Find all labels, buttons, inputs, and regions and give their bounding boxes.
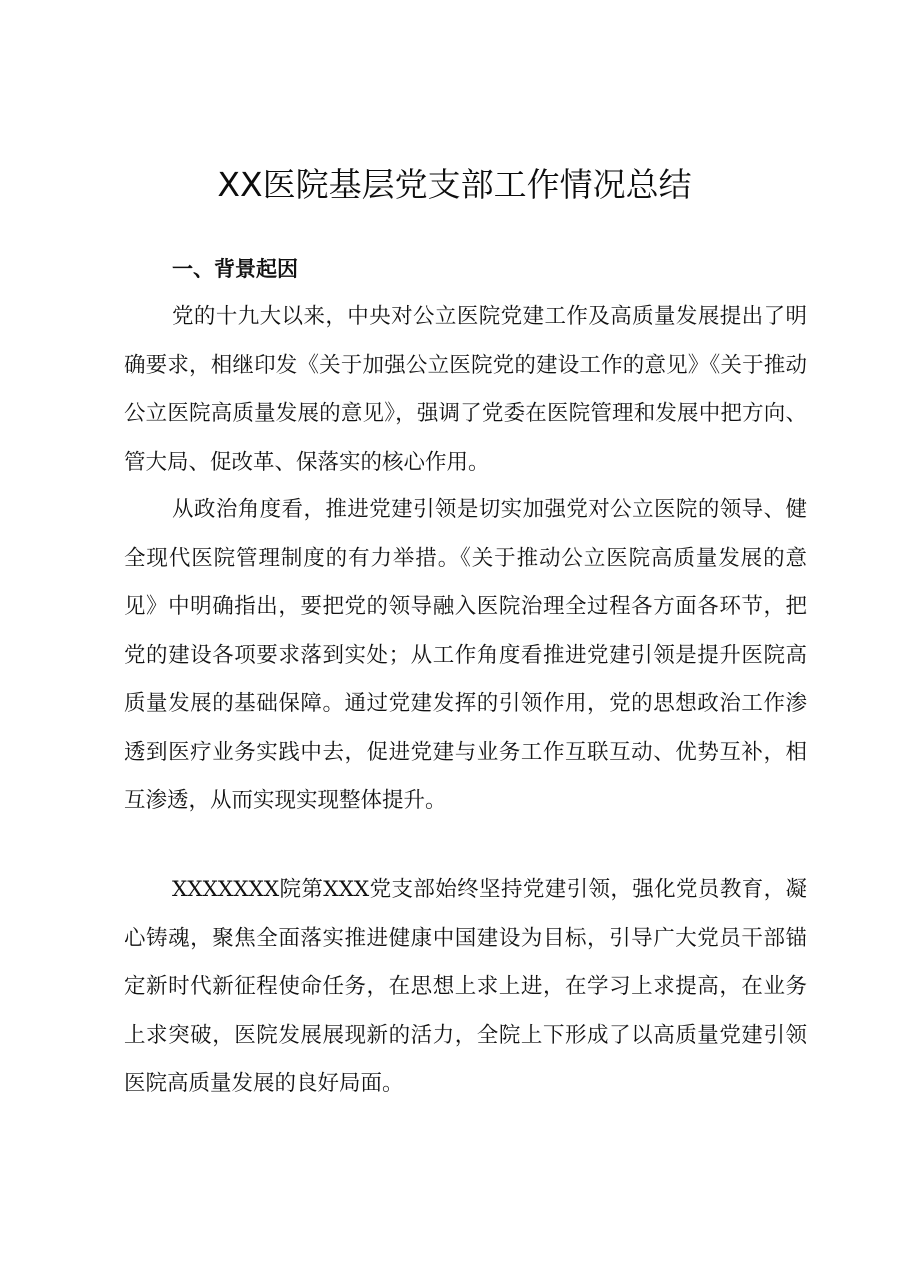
paragraph: XXXXXXX院第XXX党支部始终坚持党建引领，强化党员教育，凝心铸魂，聚焦全面落实推进健康中国建设为目标，引导广大党员干部锚定新时代新征程使命任务，在思想上求上进，在学习上求提高，在业务上求突破，医院发展展现新的活力，全院上下形成了以高质量党建引领医院高质量发展的良好局面。 xyxy=(124,877,807,1096)
document-title: XX医院基层党支部工作情况总结 xyxy=(217,165,692,204)
section-heading: 一、背景起因 xyxy=(172,257,298,281)
paragraph: 从政治角度看，推进党建引领是切实加强党对公立医院的领导、健全现代医院管理制度的有力举措。《关于推动公立医院高质量发展的意见》中明确指出，要把党的领导融入医院治理全过程各方面各环节，把党的建设各项要求落到实处；从工作角度看推进党建引领是提升医院高质量发展的基础保障。通过党建发挥的引领作用，党的思想政治工作渗透到医疗业务实践中去，促进党建与业务工作互联互动、优势互补，相互渗透，从而实现实现整体提升。 xyxy=(124,497,807,813)
paragraph: 党的十九大以来，中央对公立医院党建工作及高质量发展提出了明确要求，相继印发《关于加强公立医院党的建设工作的意见》《关于推动公立医院高质量发展的意见》，强调了党委在医院管理和发展中把方向、管大局、促改革、保落实的核心作用。 xyxy=(124,304,807,475)
